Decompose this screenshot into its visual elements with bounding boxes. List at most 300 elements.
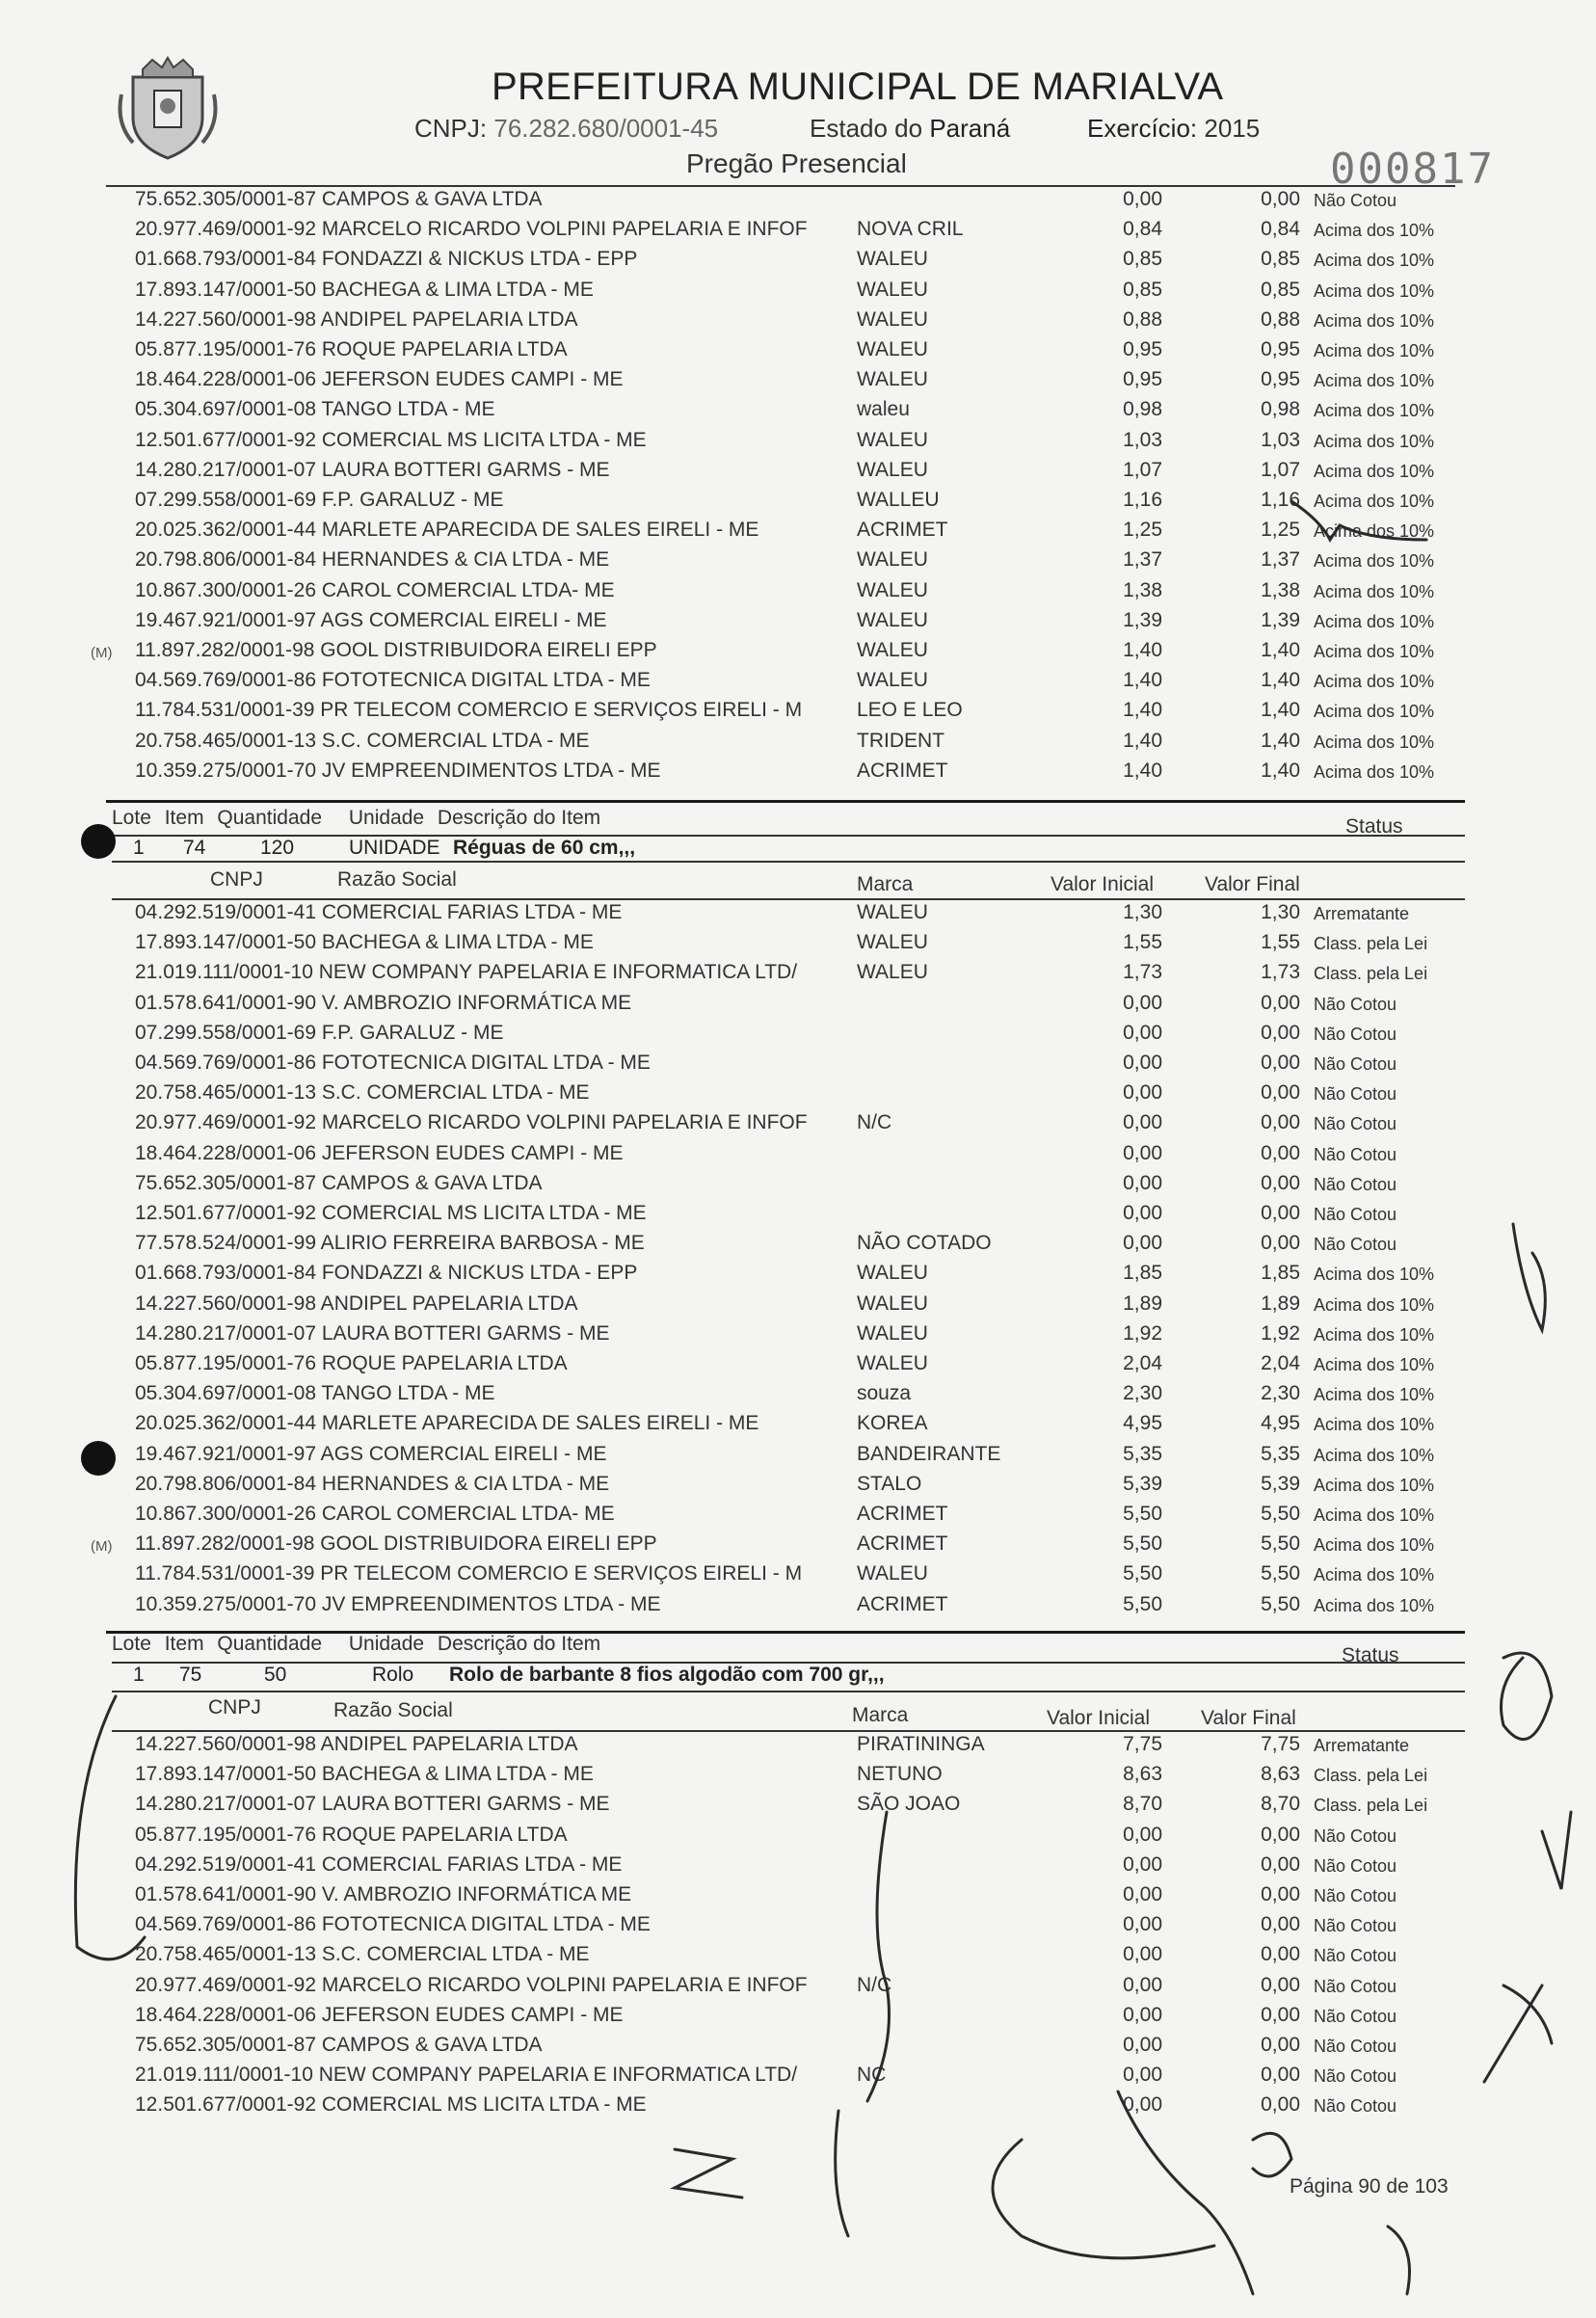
brand: NC <box>857 2064 887 2087</box>
table-row <box>0 1562 1596 1592</box>
final-value: 1,89 <box>1261 1292 1300 1315</box>
table-row <box>0 279 1596 308</box>
table-row <box>0 1532 1596 1562</box>
final-value: 4,95 <box>1261 1412 1300 1435</box>
supplier-cnpj-name: 18.464.228/0001-06 JEFERSON EUDES CAMPI - ME <box>135 2003 624 2026</box>
table-row <box>0 548 1596 578</box>
final-value: 2,30 <box>1261 1382 1300 1405</box>
brand: WALEU <box>857 578 928 601</box>
table-row <box>0 368 1596 398</box>
bid-status: Acima dos 10% <box>1314 611 1435 631</box>
final-value: 5,35 <box>1261 1442 1300 1465</box>
supplier-cnpj-name: 10.867.300/0001-26 CAROL COMERCIAL LTDA- ME <box>135 578 615 601</box>
bid-status: Acima dos 10% <box>1314 251 1435 271</box>
label-status: Status <box>1345 815 1403 838</box>
bid-status: Não Cotou <box>1314 1825 1397 1846</box>
supplier-cnpj-name: 11.897.282/0001-98 GOOL DISTRIBUIDORA EIRELI EPP <box>135 1532 657 1556</box>
page-stamp-number: 000817 <box>1330 145 1495 194</box>
bid-status: Não Cotou <box>1314 1855 1397 1876</box>
bid-status: Acima dos 10% <box>1314 761 1435 782</box>
table-row <box>0 1503 1596 1532</box>
initial-value: 5,50 <box>1123 1592 1162 1615</box>
final-value: 0,00 <box>1261 188 1300 210</box>
initial-value: 0,00 <box>1123 1973 1162 1996</box>
supplier-cnpj-name: 14.280.217/0001-07 LAURA BOTTERI GARMS - ME <box>135 458 610 481</box>
table-row <box>0 1943 1596 1973</box>
table-row <box>0 308 1596 338</box>
final-value: 1,39 <box>1261 608 1300 631</box>
initial-value: 0,00 <box>1123 1883 1162 1905</box>
supplier-cnpj-name: 77.578.524/0001-99 ALIRIO FERREIRA BARBOSA - ME <box>135 1232 645 1255</box>
final-value: 8,70 <box>1261 1793 1300 1816</box>
initial-value: 0,00 <box>1123 1052 1162 1074</box>
initial-value: 0,85 <box>1123 248 1162 271</box>
table-row <box>0 1824 1596 1853</box>
brand: N/C <box>857 1973 892 1996</box>
supplier-cnpj-name: 12.501.677/0001-92 COMERCIAL MS LICITA LTDA - ME <box>135 2093 647 2117</box>
contractor-marker: (M) <box>91 1538 113 1556</box>
bid-status: Class. pela Lei <box>1314 934 1428 954</box>
final-value: 1,40 <box>1261 759 1300 782</box>
bid-status: Arrematante <box>1314 904 1410 923</box>
supplier-cnpj-name: 12.501.677/0001-92 COMERCIAL MS LICITA LTDA - ME <box>135 428 647 451</box>
punch-hole <box>81 1441 116 1476</box>
initial-value: 0,00 <box>1123 1111 1162 1134</box>
supplier-cnpj-name: 20.798.806/0001-84 HERNANDES & CIA LTDA - ME <box>135 1472 610 1495</box>
final-value: 0,00 <box>1261 1021 1300 1044</box>
supplier-cnpj-name: 05.877.195/0001-76 ROQUE PAPELARIA LTDA <box>135 1352 568 1374</box>
label-unidade: Unidade <box>348 1633 425 1655</box>
final-value: 0,00 <box>1261 1171 1300 1194</box>
supplier-cnpj-name: 21.019.111/0001-10 NEW COMPANY PAPELARIA E INFORMATICA LTD/ <box>135 2064 798 2087</box>
supplier-cnpj-name: 75.652.305/0001-87 CAMPOS & GAVA LTDA <box>135 2034 543 2056</box>
initial-value: 1,37 <box>1123 548 1162 572</box>
initial-value: 5,50 <box>1123 1503 1162 1525</box>
label-item: Item <box>164 807 204 829</box>
label-lote: Lote <box>112 1633 151 1655</box>
final-value: 1,03 <box>1261 428 1300 451</box>
bid-status: Não Cotou <box>1314 1916 1397 1936</box>
brand: STALO <box>857 1472 922 1495</box>
table-row <box>0 1412 1596 1442</box>
table-row <box>0 248 1596 278</box>
item-header-labels <box>112 807 600 830</box>
label-unidade: Unidade <box>348 807 425 829</box>
supplier-cnpj-name: 20.758.465/0001-13 S.C. COMERCIAL LTDA - ME <box>135 1081 590 1105</box>
table-row <box>0 901 1596 931</box>
initial-value: 5,35 <box>1123 1442 1162 1465</box>
table-row <box>0 338 1596 368</box>
brand: WALEU <box>857 548 928 572</box>
bid-status: Acima dos 10% <box>1314 642 1435 661</box>
initial-value: 0,84 <box>1123 218 1162 241</box>
final-value: 0,00 <box>1261 1111 1300 1134</box>
bid-status: Acima dos 10% <box>1314 702 1435 722</box>
brand: ACRIMET <box>857 1503 948 1525</box>
brand: NOVA CRIL <box>857 218 964 241</box>
item-74-lote: 1 <box>133 837 145 859</box>
estado-line <box>810 114 1010 144</box>
initial-value: 1,92 <box>1123 1321 1162 1345</box>
final-value: 0,00 <box>1261 1141 1300 1164</box>
label-quantidade: Quantidade <box>217 807 322 829</box>
initial-value: 0,00 <box>1123 1913 1162 1936</box>
table-row <box>0 1883 1596 1913</box>
table-row <box>0 2034 1596 2064</box>
label-item: Item <box>164 1633 204 1655</box>
final-value: 5,50 <box>1261 1562 1300 1585</box>
bid-status: Acima dos 10% <box>1314 581 1435 601</box>
table-row <box>0 699 1596 729</box>
supplier-cnpj-name: 20.798.806/0001-84 HERNANDES & CIA LTDA - ME <box>135 548 610 572</box>
final-value: 0,00 <box>1261 1202 1300 1224</box>
final-value: 0,85 <box>1261 248 1300 271</box>
item-74-quantidade: 120 <box>260 837 295 859</box>
label-status-2: Status <box>1342 1644 1399 1666</box>
supplier-cnpj-name: 14.227.560/0001-98 ANDIPEL PAPELARIA LTDA <box>135 1733 578 1755</box>
bid-status: Acima dos 10% <box>1314 492 1435 511</box>
initial-value: 1,40 <box>1123 699 1162 722</box>
bid-status: Não Cotou <box>1314 994 1397 1014</box>
table-row <box>0 992 1596 1022</box>
initial-value: 1,16 <box>1123 489 1162 511</box>
brand: WALEU <box>857 1321 928 1345</box>
exercicio-label: Exercício: <box>1087 114 1198 143</box>
final-value: 1,38 <box>1261 578 1300 601</box>
header-divider <box>106 185 1455 187</box>
table-row <box>0 1763 1596 1793</box>
bid-status: Acima dos 10% <box>1314 461 1435 481</box>
supplier-cnpj-name: 04.569.769/0001-86 FOTOTECNICA DIGITAL LTDA - ME <box>135 1913 651 1936</box>
bid-status: Não Cotou <box>1314 1174 1397 1194</box>
label-descricao: Descrição do Item <box>437 807 601 829</box>
initial-value: 1,38 <box>1123 578 1162 601</box>
brand: PIRATININGA <box>857 1733 985 1755</box>
supplier-cnpj-name: 01.578.641/0001-90 V. AMBROZIO INFORMÁTICA ME <box>135 991 632 1014</box>
final-value: 0,00 <box>1261 1052 1300 1074</box>
table-row <box>0 1172 1596 1202</box>
brand: N/C <box>857 1111 892 1134</box>
item-75-unidade: Rolo <box>372 1664 414 1686</box>
supplier-cnpj-name: 20.758.465/0001-13 S.C. COMERCIAL LTDA - ME <box>135 1943 590 1966</box>
final-value: 1,16 <box>1261 489 1300 511</box>
supplier-cnpj-name: 20.025.362/0001-44 MARLETE APARECIDA DE SALES EIRELI - ME <box>135 1412 759 1435</box>
final-value: 5,50 <box>1261 1503 1300 1525</box>
brand: WALEU <box>857 368 928 391</box>
brand: NÃO COTADO <box>857 1232 992 1255</box>
final-value: 1,40 <box>1261 699 1300 722</box>
initial-value: 0,98 <box>1123 398 1162 421</box>
supplier-cnpj-name: 17.893.147/0001-50 BACHEGA & LIMA LTDA - ME <box>135 931 594 954</box>
bid-status: Acima dos 10% <box>1314 341 1435 360</box>
bid-status: Acima dos 10% <box>1314 1535 1435 1556</box>
final-value: 1,40 <box>1261 669 1300 692</box>
bid-status: Acima dos 10% <box>1314 371 1435 391</box>
col-valor-final-header-2: Valor Final <box>1201 1707 1296 1729</box>
table-row <box>0 1593 1596 1623</box>
bid-status: Não Cotou <box>1314 2066 1397 2087</box>
final-value: 0,00 <box>1261 1232 1300 1255</box>
initial-value: 1,40 <box>1123 639 1162 661</box>
initial-value: 1,73 <box>1123 961 1162 984</box>
bid-status: Acima dos 10% <box>1314 1355 1435 1374</box>
brand: WALEU <box>857 669 928 692</box>
table-row <box>0 218 1596 248</box>
col-cnpj-header-2: CNPJ <box>208 1696 261 1719</box>
bid-status: Acima dos 10% <box>1314 221 1435 241</box>
supplier-cnpj-name: 07.299.558/0001-69 F.P. GARALUZ - ME <box>135 489 504 511</box>
table-row <box>0 931 1596 961</box>
initial-value: 1,85 <box>1123 1262 1162 1285</box>
table-row <box>0 1232 1596 1262</box>
final-value: 0,00 <box>1261 991 1300 1014</box>
bid-status: Acima dos 10% <box>1314 1595 1435 1615</box>
table-row <box>0 2004 1596 2034</box>
initial-value: 1,55 <box>1123 931 1162 954</box>
page-title: PREFEITURA MUNICIPAL DE MARIALVA <box>492 66 1224 108</box>
col-cnpj-header: CNPJ <box>210 868 263 891</box>
supplier-cnpj-name: 04.569.769/0001-86 FOTOTECNICA DIGITAL LTDA - ME <box>135 1052 651 1074</box>
col-marca-header-2: Marca <box>852 1704 909 1726</box>
page-subtitle: Pregão Presencial <box>686 148 907 178</box>
col-razao-header-2: Razão Social <box>333 1699 453 1721</box>
final-value: 5,50 <box>1261 1532 1300 1556</box>
cnpj-line <box>414 114 718 144</box>
initial-value: 1,07 <box>1123 458 1162 481</box>
bid-status: Não Cotou <box>1314 2096 1397 2117</box>
municipal-crest-icon <box>114 56 222 164</box>
brand: WALEU <box>857 1352 928 1374</box>
table-row <box>0 1352 1596 1382</box>
col-valor-final-header: Valor Final <box>1205 873 1300 895</box>
contractor-marker: (M) <box>91 645 113 661</box>
supplier-cnpj-name: 18.464.228/0001-06 JEFERSON EUDES CAMPI - ME <box>135 1141 624 1164</box>
final-value: 8,63 <box>1261 1763 1300 1786</box>
final-value: 0,95 <box>1261 368 1300 391</box>
brand: WALEU <box>857 1562 928 1585</box>
bid-status: Não Cotou <box>1314 1114 1397 1134</box>
final-value: 1,73 <box>1261 961 1300 984</box>
initial-value: 0,00 <box>1123 2064 1162 2087</box>
final-value: 5,50 <box>1261 1592 1300 1615</box>
final-value: 0,85 <box>1261 278 1300 301</box>
brand: WALEU <box>857 458 928 481</box>
label-descricao: Descrição do Item <box>437 1633 601 1655</box>
final-value: 0,95 <box>1261 338 1300 360</box>
item-74-descricao: Réguas de 60 cm,,, <box>453 837 636 859</box>
initial-value: 0,00 <box>1123 1943 1162 1966</box>
brand: NETUNO <box>857 1763 943 1786</box>
col-razao-header: Razão Social <box>337 868 457 891</box>
cnpj-label: CNPJ: <box>414 114 488 143</box>
final-value: 0,88 <box>1261 307 1300 331</box>
initial-value: 0,85 <box>1123 278 1162 301</box>
supplier-cnpj-name: 14.280.217/0001-07 LAURA BOTTERI GARMS - ME <box>135 1793 610 1816</box>
initial-value: 1,40 <box>1123 729 1162 752</box>
supplier-cnpj-name: 17.893.147/0001-50 BACHEGA & LIMA LTDA - ME <box>135 278 594 301</box>
table-row <box>0 1322 1596 1352</box>
initial-value: 0,00 <box>1123 2003 1162 2026</box>
item-74-unidade: UNIDADE <box>349 837 440 859</box>
page-number: Página 90 de 103 <box>1290 2175 1449 2198</box>
supplier-cnpj-name: 14.227.560/0001-98 ANDIPEL PAPELARIA LTDA <box>135 307 578 331</box>
table-row <box>0 1142 1596 1172</box>
initial-value: 5,50 <box>1123 1532 1162 1556</box>
initial-value: 7,75 <box>1123 1733 1162 1755</box>
table-row <box>0 429 1596 459</box>
initial-value: 0,00 <box>1123 2034 1162 2056</box>
brand: ACRIMET <box>857 1532 948 1556</box>
bid-status: Acima dos 10% <box>1314 431 1435 451</box>
brand: WALEU <box>857 1292 928 1315</box>
bid-status: Não Cotou <box>1314 191 1397 210</box>
brand: WALEU <box>857 338 928 360</box>
final-value: 5,39 <box>1261 1472 1300 1495</box>
initial-value: 0,00 <box>1123 1232 1162 1255</box>
initial-value: 0,00 <box>1123 1823 1162 1846</box>
bid-status: Acima dos 10% <box>1314 1415 1435 1435</box>
bid-status: Acima dos 10% <box>1314 672 1435 692</box>
bid-status: Class. pela Lei <box>1314 964 1428 984</box>
final-value: 0,00 <box>1261 1081 1300 1105</box>
initial-value: 1,03 <box>1123 428 1162 451</box>
table-row <box>0 1202 1596 1232</box>
bid-status: Não Cotou <box>1314 1084 1397 1105</box>
brand: WALLEU <box>857 489 940 511</box>
table-row <box>0 1733 1596 1763</box>
punch-hole <box>81 824 116 859</box>
supplier-cnpj-name: 20.977.469/0001-92 MARCELO RICARDO VOLPINI PAPELARIA E INFOF <box>135 218 808 241</box>
initial-value: 1,40 <box>1123 759 1162 782</box>
final-value: 0,00 <box>1261 2003 1300 2026</box>
item-75-descricao: Rolo de barbante 8 fios algodão com 700 gr,,, <box>449 1664 885 1686</box>
initial-value: 0,00 <box>1123 1852 1162 1876</box>
brand: ACRIMET <box>857 519 948 542</box>
supplier-cnpj-name: 04.569.769/0001-86 FOTOTECNICA DIGITAL LTDA - ME <box>135 669 651 692</box>
supplier-cnpj-name: 10.359.275/0001-70 JV EMPREENDIMENTOS LTDA - ME <box>135 759 661 782</box>
bid-status: Acima dos 10% <box>1314 1565 1435 1585</box>
bid-status: Acima dos 10% <box>1314 551 1435 572</box>
brand: WALEU <box>857 961 928 984</box>
final-value: 1,85 <box>1261 1262 1300 1285</box>
bid-status: Acima dos 10% <box>1314 1475 1435 1495</box>
supplier-cnpj-name: 11.784.531/0001-39 PR TELECOM COMERCIO E SERVIÇOS EIRELI - M <box>135 699 803 722</box>
bid-status: Acima dos 10% <box>1314 280 1435 301</box>
brand: ACRIMET <box>857 759 948 782</box>
bid-status: Acima dos 10% <box>1314 310 1435 331</box>
bid-status: Acima dos 10% <box>1314 401 1435 421</box>
item-74-number: 74 <box>183 837 206 859</box>
table-row <box>0 669 1596 699</box>
table-row <box>0 519 1596 548</box>
col-header-rule-2 <box>112 1730 1465 1732</box>
final-value: 0,98 <box>1261 398 1300 421</box>
table-row <box>0 1853 1596 1883</box>
final-value: 0,00 <box>1261 2093 1300 2117</box>
initial-value: 1,40 <box>1123 669 1162 692</box>
table-row <box>0 579 1596 609</box>
initial-value: 0,88 <box>1123 307 1162 331</box>
initial-value: 0,00 <box>1123 1021 1162 1044</box>
supplier-cnpj-name: 20.977.469/0001-92 MARCELO RICARDO VOLPINI PAPELARIA E INFOF <box>135 1973 808 1996</box>
exercicio-value: 2015 <box>1204 114 1261 143</box>
initial-value: 8,70 <box>1123 1793 1162 1816</box>
table-row <box>0 1473 1596 1503</box>
brand: waleu <box>857 398 910 421</box>
final-value: 1,92 <box>1261 1321 1300 1345</box>
final-value: 0,00 <box>1261 1973 1300 1996</box>
final-value: 0,00 <box>1261 1852 1300 1876</box>
cnpj-value: 76.282.680/0001-45 <box>493 114 719 143</box>
supplier-cnpj-name: 04.292.519/0001-41 COMERCIAL FARIAS LTDA - ME <box>135 901 623 923</box>
table-row <box>0 639 1596 669</box>
brand: WALEU <box>857 248 928 271</box>
bid-status: Não Cotou <box>1314 1946 1397 1966</box>
supplier-cnpj-name: 05.877.195/0001-76 ROQUE PAPELARIA LTDA <box>135 1823 568 1846</box>
final-value: 1,07 <box>1261 458 1300 481</box>
initial-value: 1,30 <box>1123 901 1162 923</box>
supplier-cnpj-name: 04.292.519/0001-41 COMERCIAL FARIAS LTDA - ME <box>135 1852 623 1876</box>
final-value: 0,84 <box>1261 218 1300 241</box>
final-value: 2,04 <box>1261 1352 1300 1374</box>
bid-status: Acima dos 10% <box>1314 521 1435 542</box>
supplier-cnpj-name: 07.299.558/0001-69 F.P. GARALUZ - ME <box>135 1021 504 1044</box>
final-value: 0,00 <box>1261 1823 1300 1846</box>
table-row <box>0 1974 1596 2004</box>
supplier-cnpj-name: 12.501.677/0001-92 COMERCIAL MS LICITA LTDA - ME <box>135 1202 647 1224</box>
table-row <box>0 609 1596 639</box>
supplier-cnpj-name: 05.304.697/0001-08 TANGO LTDA - ME <box>135 398 495 421</box>
supplier-cnpj-name: 10.867.300/0001-26 CAROL COMERCIAL LTDA- ME <box>135 1503 615 1525</box>
table-row <box>0 961 1596 991</box>
brand: WALEU <box>857 639 928 661</box>
table-row <box>0 188 1596 218</box>
brand: KOREA <box>857 1412 928 1435</box>
bid-status: Não Cotou <box>1314 1235 1397 1255</box>
supplier-cnpj-name: 14.227.560/0001-98 ANDIPEL PAPELARIA LTDA <box>135 1292 578 1315</box>
initial-value: 1,25 <box>1123 519 1162 542</box>
final-value: 1,40 <box>1261 729 1300 752</box>
supplier-cnpj-name: 11.897.282/0001-98 GOOL DISTRIBUIDORA EIRELI EPP <box>135 639 657 661</box>
brand: WALEU <box>857 1262 928 1285</box>
supplier-cnpj-name: 19.467.921/0001-97 AGS COMERCIAL EIRELI - ME <box>135 608 607 631</box>
estado-value: Paraná <box>929 114 1011 143</box>
final-value: 1,37 <box>1261 548 1300 572</box>
supplier-cnpj-name: 11.784.531/0001-39 PR TELECOM COMERCIO E SERVIÇOS EIRELI - M <box>135 1562 803 1585</box>
initial-value: 1,89 <box>1123 1292 1162 1315</box>
supplier-cnpj-name: 75.652.305/0001-87 CAMPOS & GAVA LTDA <box>135 188 543 210</box>
table-row <box>0 1382 1596 1412</box>
col-valor-inicial-header-2: Valor Inicial <box>1047 1707 1150 1729</box>
supplier-cnpj-name: 01.668.793/0001-84 FONDAZZI & NICKUS LTDA - EPP <box>135 1262 638 1285</box>
table-row <box>0 489 1596 519</box>
col-header-rule <box>112 898 1465 900</box>
supplier-cnpj-name: 19.467.921/0001-97 AGS COMERCIAL EIRELI - ME <box>135 1442 607 1465</box>
final-value: 0,00 <box>1261 1883 1300 1905</box>
table-row <box>0 1052 1596 1081</box>
item-74-rule <box>112 861 1465 863</box>
brand: TRIDENT <box>857 729 944 752</box>
supplier-cnpj-name: 20.758.465/0001-13 S.C. COMERCIAL LTDA - ME <box>135 729 590 752</box>
initial-value: 8,63 <box>1123 1763 1162 1786</box>
bid-status: Arrematante <box>1314 1736 1410 1755</box>
table-row <box>0 2093 1596 2123</box>
bid-status: Acima dos 10% <box>1314 732 1435 752</box>
item-75-number: 75 <box>179 1664 202 1686</box>
final-value: 1,55 <box>1261 931 1300 954</box>
table-row <box>0 459 1596 489</box>
initial-value: 2,30 <box>1123 1382 1162 1405</box>
